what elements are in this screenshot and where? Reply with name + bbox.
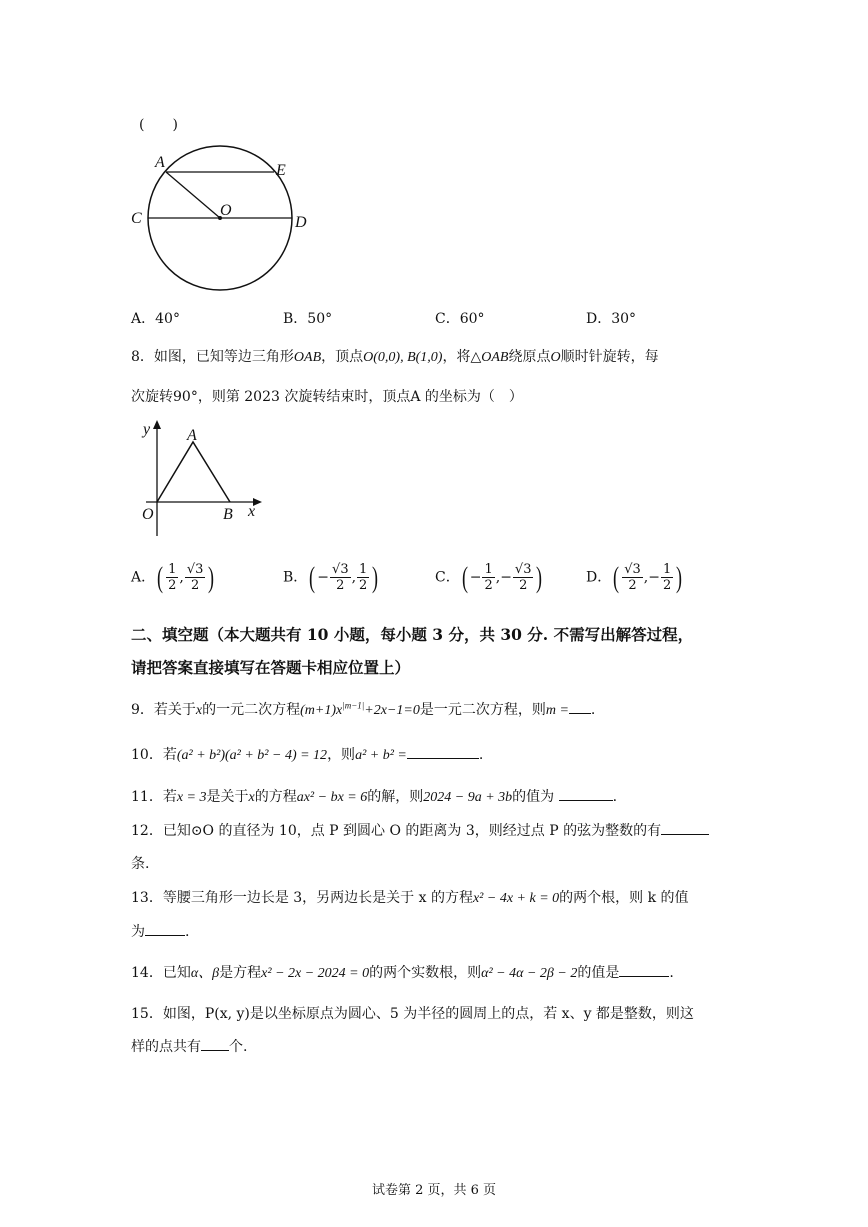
q8-triangle-figure — [130, 418, 270, 540]
radius-ao — [166, 172, 220, 218]
fraction — [661, 562, 673, 593]
answer-blank[interactable] — [407, 744, 479, 759]
q7-option-d — [586, 308, 636, 328]
text: 的两个根，则 k 的值 — [559, 890, 689, 906]
paren-close: ) — [208, 560, 215, 594]
section2-heading-line2: 请把答案直接填写在答题卡相应位置上） — [131, 658, 411, 677]
option-letter: D． — [586, 311, 612, 327]
math: 2024 − 9a + 3b — [423, 790, 513, 805]
text: 样的点共有 — [131, 1039, 201, 1055]
text: 个. — [229, 1039, 248, 1055]
text: . — [612, 789, 618, 805]
option-value: 50° — [307, 311, 333, 327]
text: 的值为 — [512, 789, 555, 805]
text: 14．已知 — [131, 965, 191, 981]
text: 为 — [131, 924, 145, 940]
option-letter: B． — [283, 569, 308, 586]
q15-line1: 15．如图，P(x, y)是以坐标原点为圆心、5 为半径的圆周上的点，若 x、y 都是整数，则这 — [131, 1006, 694, 1022]
math: x — [248, 790, 255, 805]
numerator: √3 — [332, 562, 349, 577]
text: 的值是 — [577, 965, 620, 981]
denominator: 2 — [168, 578, 177, 593]
answer-blank[interactable] — [569, 699, 591, 714]
q8-line1 — [131, 346, 659, 366]
paren-close: ) — [676, 560, 683, 594]
answer-blank[interactable] — [201, 1036, 229, 1051]
section2-heading-line1: 二、填空题（本大题共有 10 小题，每小题 3 分，共 30 分. 不需写出解答过程， — [131, 625, 694, 644]
label-y: y — [143, 421, 151, 438]
math: O — [550, 350, 561, 365]
fraction — [330, 562, 351, 593]
option-value: 60° — [459, 311, 485, 327]
option-value: 30° — [611, 311, 637, 327]
denominator: 2 — [191, 578, 200, 593]
q13-line1 — [131, 887, 689, 907]
denominator: 2 — [628, 578, 637, 593]
text: 的解，则 — [367, 789, 424, 805]
label-o: O — [220, 202, 232, 219]
option-letter: D． — [586, 569, 612, 586]
option-letter: A． — [131, 569, 156, 586]
math-exponent: |m−1| — [342, 700, 365, 711]
paren-close: ) — [536, 560, 543, 594]
q8-line2: 次旋转90°，则第 2023 次旋转结束时，顶点A 的坐标为（ ） — [131, 389, 523, 405]
math: +2x−1=0 — [364, 703, 420, 718]
numerator: 1 — [168, 562, 177, 577]
text: 11．若 — [131, 789, 177, 805]
option-letter: B． — [283, 311, 308, 327]
math: ax² − bx = 6 — [296, 790, 368, 805]
q15-line2 — [131, 1036, 247, 1056]
text: 的一元二次方程 — [202, 702, 301, 718]
math: OAB — [293, 350, 322, 365]
fraction — [185, 562, 206, 593]
page-footer: 试卷第 2 页，共 6 页 — [371, 1183, 497, 1198]
fraction — [357, 562, 369, 593]
fraction — [622, 562, 643, 593]
paren-open: ( — [613, 560, 620, 594]
label-o: O — [142, 506, 154, 523]
math: m = — [545, 703, 569, 718]
math: x = 3 — [176, 790, 207, 805]
q11 — [131, 786, 617, 806]
fraction — [166, 562, 178, 593]
text: ，则 — [327, 747, 356, 763]
paren-close: ) — [372, 560, 379, 594]
fraction — [513, 562, 534, 593]
q8-option-c: C．( − $\frac{1}{2}$ ,− $\frac{√3}{2}$ ) — [435, 560, 543, 594]
numerator: 1 — [359, 562, 368, 577]
option-letter: C． — [435, 311, 460, 327]
denominator: 2 — [336, 578, 345, 593]
label-x: x — [248, 503, 256, 520]
q8-option-d: D．( $\frac{√3}{2}$ ,− $\frac{1}{2}$ ) — [586, 560, 683, 594]
text: 绕原点 — [508, 349, 551, 365]
q7-circle-figure — [128, 145, 318, 295]
numerator: √3 — [186, 562, 204, 577]
text: 9．若关于 — [131, 702, 196, 718]
math: O(0,0), B(1,0) — [363, 350, 443, 365]
math: (a² + b²)(a² + b² − 4) = 12 — [176, 748, 328, 763]
q7-option-b — [283, 308, 332, 328]
math: OAB — [481, 350, 509, 365]
text: 的两个实数根，则 — [369, 965, 482, 981]
q13-line2 — [131, 921, 189, 941]
text: 13．等腰三角形一边长是 3，另两边长是关于 x 的方程 — [131, 890, 473, 906]
math: α、β — [190, 966, 220, 981]
option-letter: A． — [131, 311, 156, 327]
label-c: C — [131, 210, 142, 227]
q12-line1 — [131, 820, 709, 840]
text: . — [669, 965, 674, 981]
math: a² + b² = — [355, 748, 407, 763]
text: 是关于 — [206, 789, 249, 805]
answer-blank[interactable] — [145, 921, 185, 936]
text: ，将△ — [442, 349, 482, 365]
denominator: 2 — [519, 578, 528, 593]
fraction — [482, 562, 494, 593]
y-axis-arrow — [153, 420, 161, 429]
label-b: B — [223, 506, 233, 523]
q12-line2: 条. — [131, 856, 150, 872]
q8-option-a: A．( $\frac{1}{2}$ , $\frac{√3}{2}$ ) — [131, 560, 215, 594]
text: . — [185, 924, 190, 940]
numerator: 1 — [484, 562, 493, 577]
paren-open: ( — [461, 560, 468, 594]
text: 12．已知⊙O 的直径为 10，点 P 到圆心 O 的距离为 3，则经过点 P 的弦为整数的有 — [131, 823, 662, 839]
option-letter: C． — [435, 569, 460, 586]
option-value: 40° — [155, 311, 180, 327]
paren-open: ( — [157, 560, 164, 594]
label-a: A — [187, 427, 197, 444]
label-a: A — [155, 154, 165, 171]
text: 的方程 — [254, 789, 297, 805]
answer-blank[interactable] — [661, 820, 709, 835]
answer-blank[interactable] — [619, 962, 669, 977]
sign: − — [500, 569, 512, 586]
text: 顺时针旋转，每 — [560, 349, 659, 365]
math: x — [195, 703, 203, 718]
math: (m+1)x — [300, 703, 343, 718]
text: 是一元二次方程，则 — [419, 702, 546, 718]
math: α² − 4α − 2β − 2 — [481, 966, 578, 981]
q7-answer-paren: ( ) — [139, 117, 178, 133]
numerator: √3 — [624, 562, 641, 577]
sign: − — [317, 569, 330, 586]
numerator: 1 — [662, 562, 672, 577]
denominator: 2 — [662, 578, 672, 593]
sign: − — [648, 569, 660, 586]
text: 是方程 — [219, 965, 262, 981]
text: ，顶点 — [321, 349, 364, 365]
numerator: √3 — [514, 562, 532, 577]
paren-open: ( — [309, 560, 316, 594]
denominator: 2 — [359, 578, 368, 593]
label-e: E — [276, 162, 286, 179]
math: x² − 2x − 2024 = 0 — [261, 966, 370, 981]
denominator: 2 — [484, 578, 493, 593]
text: . — [590, 702, 596, 718]
label-d: D — [295, 214, 307, 231]
text: 8．如图，已知等边三角形 — [131, 349, 294, 365]
math: x² − 4x + k = 0 — [472, 891, 560, 906]
triangle-oab — [157, 442, 230, 502]
answer-blank[interactable] — [559, 786, 613, 801]
text: 10．若 — [131, 747, 177, 763]
q7-option-a — [131, 308, 180, 328]
text: . — [478, 747, 484, 763]
q14 — [131, 962, 674, 982]
sign: − — [469, 569, 482, 586]
q9 — [131, 699, 595, 719]
q10 — [131, 744, 483, 764]
q7-option-c — [435, 308, 485, 328]
q8-option-b: B．( − $\frac{√3}{2}$ , $\frac{1}{2}$ ) — [283, 560, 379, 594]
